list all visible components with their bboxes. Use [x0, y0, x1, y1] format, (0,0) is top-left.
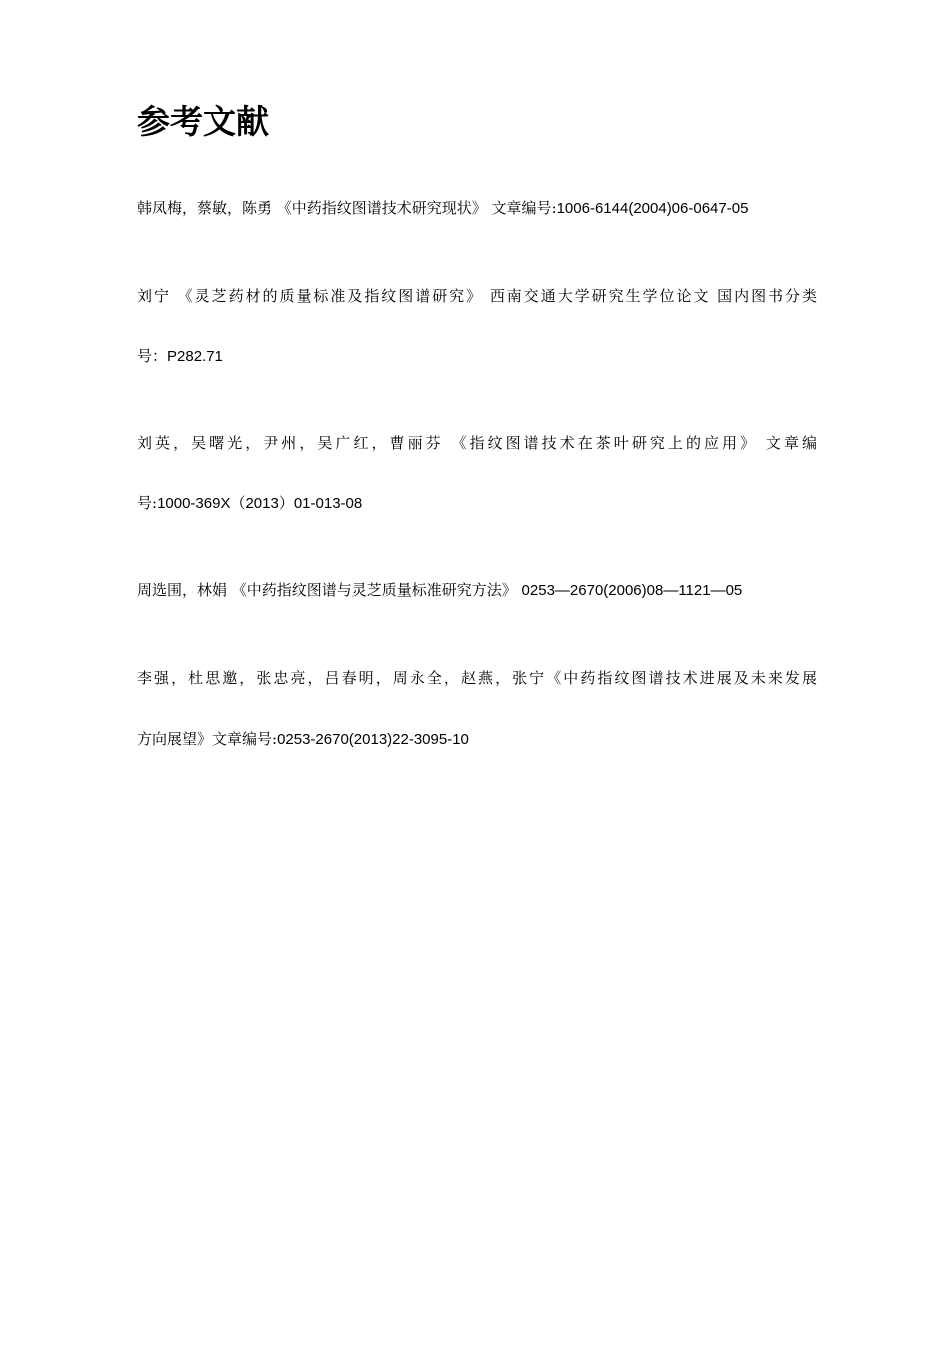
page-title: 参考文献 — [137, 102, 269, 141]
reference-4-text: 周选围，林娟 《中药指纹图谱与灵芝质量标准研究方法》 — [137, 581, 522, 599]
reference-1-code: 1006-6144(2004)06-0647-05 — [556, 200, 749, 217]
reference-1-text: 韩凤梅，蔡敏，陈勇 《中药指纹图谱技术研究现状》 文章编号: — [137, 199, 557, 217]
reference-5-text-cont: 方向展望》文章编号: — [137, 730, 278, 748]
reference-3-line-2 — [137, 491, 817, 516]
reference-5-line-1: 李强，杜思邀，张忠亮，吕春明，周永全，赵燕，张宁《中药指纹图谱技术进展及未来发展 — [137, 669, 817, 687]
reference-3-line-1: 刘英，吴曙光，尹州，吴广红，曹丽芬 《指纹图谱技术在茶叶研究上的应用》 文章编 — [137, 434, 817, 452]
reference-3-text-cont: 号: — [137, 494, 158, 512]
reference-2-code: P282.71 — [167, 348, 223, 365]
reference-5-line-2 — [137, 727, 817, 752]
reference-2-line-2 — [137, 344, 817, 369]
reference-3-code: 1000-369X（2013）01-013-08 — [157, 495, 363, 512]
reference-2-text-cont: 号： — [137, 347, 168, 365]
reference-4-code: 0253—2670(2006)08—1121—05 — [521, 582, 743, 599]
reference-2-line-1: 刘宁 《灵芝药材的质量标准及指纹图谱研究》 西南交通大学研究生学位论文 国内图书分类 — [137, 287, 817, 305]
reference-5-code: 0253-2670(2013)22-3095-10 — [277, 731, 469, 748]
reference-1-line-1 — [137, 196, 817, 221]
reference-4-line-1 — [137, 578, 817, 603]
